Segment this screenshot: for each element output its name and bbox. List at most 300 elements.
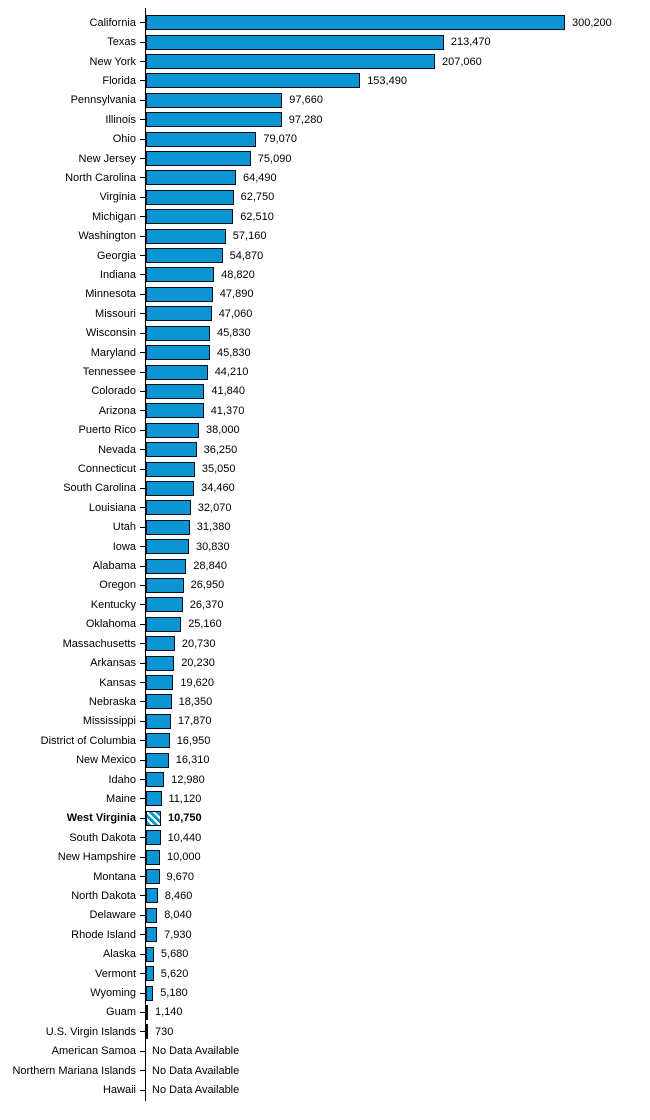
chart-row (0, 828, 650, 847)
axis-tick-dash (140, 42, 145, 43)
bar (146, 694, 172, 709)
axis-tick-dash (140, 488, 145, 489)
value-label: 35,050 (201, 463, 236, 476)
axis-tick (136, 779, 145, 780)
axis-tick-dash (140, 449, 145, 450)
axis-tick (136, 507, 145, 508)
category-label: Indiana (99, 268, 136, 281)
axis-tick-dash (140, 973, 145, 974)
axis-tick (136, 701, 145, 702)
chart-row (0, 459, 650, 478)
value-label: 153,490 (367, 74, 407, 87)
axis-tick (136, 469, 145, 470)
axis-tick-dash (140, 158, 145, 159)
bar (146, 908, 157, 923)
axis-tick-dash (140, 469, 145, 470)
bar (146, 326, 210, 341)
bar (146, 287, 213, 302)
category-label: Alaska (102, 948, 136, 961)
category-label: U.S. Virgin Islands (45, 1025, 136, 1038)
axis-tick (136, 585, 145, 586)
category-label: Mississippi (82, 715, 136, 728)
bar (146, 597, 183, 612)
axis-tick-dash (140, 507, 145, 508)
category-label: Montana (93, 870, 136, 883)
no-data-label: No Data Available (152, 1064, 240, 1077)
bar (146, 520, 190, 535)
axis-tick-dash (140, 1070, 145, 1071)
value-label: 10,440 (167, 831, 202, 844)
value-label: 730 (155, 1025, 174, 1038)
value-label: 45,830 (217, 346, 251, 359)
bar (146, 93, 282, 108)
axis-tick (136, 818, 145, 819)
chart-row (0, 692, 650, 711)
bar (146, 267, 214, 282)
chart-row (0, 945, 650, 964)
chart-row (0, 265, 650, 284)
axis-tick-dash (140, 255, 145, 256)
category-label: Ohio (112, 133, 136, 146)
value-label: 64,490 (243, 171, 277, 184)
axis-tick (136, 255, 145, 256)
bar (146, 675, 173, 690)
bar (146, 54, 435, 69)
value-label: 11,120 (168, 792, 202, 805)
chart-row (0, 1022, 650, 1041)
axis-tick-dash (140, 663, 145, 664)
category-label: North Dakota (71, 889, 136, 902)
category-label: Nevada (98, 443, 136, 456)
chart-row (0, 809, 650, 828)
axis-tick (136, 1031, 145, 1032)
axis-tick (136, 973, 145, 974)
category-label: Tennessee (82, 366, 136, 379)
axis-tick (136, 721, 145, 722)
chart-row (0, 343, 650, 362)
value-label: 8,460 (164, 889, 193, 902)
category-label: Colorado (91, 385, 136, 398)
chart-row (0, 1061, 650, 1080)
value-label: 75,090 (257, 152, 292, 165)
category-label: New York (89, 55, 136, 68)
bar (146, 830, 161, 845)
axis-tick (136, 1012, 145, 1013)
chart-row (0, 925, 650, 944)
category-label: New Hampshire (57, 851, 136, 864)
bar (146, 345, 210, 360)
axis-tick-dash (140, 1090, 145, 1091)
axis-tick-dash (140, 119, 145, 120)
axis-tick-dash (140, 100, 145, 101)
bar (146, 306, 212, 321)
axis-tick (136, 22, 145, 23)
category-label: Vermont (95, 967, 136, 980)
axis-tick (136, 333, 145, 334)
category-label: Texas (107, 36, 136, 49)
chart-row (0, 1042, 650, 1061)
axis-tick (136, 876, 145, 877)
axis-tick-dash (140, 779, 145, 780)
axis-tick (136, 1090, 145, 1091)
chart-row (0, 789, 650, 808)
axis-tick (136, 643, 145, 644)
axis-tick (136, 430, 145, 431)
bar (146, 869, 160, 884)
axis-tick (136, 604, 145, 605)
bar-highlighted (146, 811, 161, 826)
value-label: 62,510 (240, 210, 274, 223)
chart-row (0, 129, 650, 148)
axis-tick-dash (140, 61, 145, 62)
axis-tick-dash (140, 546, 145, 547)
bar (146, 888, 158, 903)
value-label: 97,280 (288, 113, 323, 126)
chart-row (0, 498, 650, 517)
axis-tick (136, 80, 145, 81)
axis-tick-dash (140, 993, 145, 994)
chart-row (0, 149, 650, 168)
chart-row (0, 576, 650, 595)
bar (146, 1005, 148, 1020)
value-label: 19,620 (180, 676, 215, 689)
axis-tick-dash (140, 643, 145, 644)
category-label: New Jersey (78, 152, 136, 165)
axis-tick-dash (140, 216, 145, 217)
category-label: Arizona (98, 404, 136, 417)
chart-row (0, 615, 650, 634)
axis-tick (136, 410, 145, 411)
axis-tick (136, 236, 145, 237)
axis-tick-dash (140, 430, 145, 431)
axis-tick-dash (140, 857, 145, 858)
chart-row (0, 1080, 650, 1099)
chart-row (0, 983, 650, 1002)
chart-row (0, 537, 650, 556)
value-label: 45,830 (217, 327, 251, 340)
axis-tick-dash (140, 954, 145, 955)
bar (146, 190, 234, 205)
category-label: West Virginia (66, 812, 136, 825)
bar (146, 1024, 148, 1039)
bar (146, 15, 565, 30)
bar (146, 714, 171, 729)
category-label: California (89, 16, 136, 29)
axis-tick (136, 294, 145, 295)
axis-tick (136, 313, 145, 314)
bar (146, 850, 160, 865)
axis-tick-dash (140, 566, 145, 567)
axis-tick (136, 915, 145, 916)
category-label: Rhode Island (71, 928, 136, 941)
bar (146, 772, 164, 787)
bar (146, 947, 154, 962)
bar (146, 384, 204, 399)
value-label: 54,870 (229, 249, 264, 262)
value-label: 57,160 (232, 230, 267, 243)
no-data-label: No Data Available (152, 1084, 240, 1097)
value-label: 62,750 (240, 191, 275, 204)
bar (146, 73, 360, 88)
value-label: 25,160 (188, 618, 222, 631)
category-label: South Carolina (63, 482, 136, 495)
axis-tick (136, 954, 145, 955)
axis-tick-dash (140, 236, 145, 237)
value-label: 16,310 (175, 754, 210, 767)
value-label: 10,750 (168, 812, 202, 825)
value-label: 1,140 (155, 1006, 183, 1019)
chart-row (0, 731, 650, 750)
value-label: 8,040 (164, 909, 192, 922)
category-label: Michigan (91, 210, 136, 223)
axis-tick (136, 527, 145, 528)
axis-tick-dash (140, 1051, 145, 1052)
chart-row (0, 324, 650, 343)
axis-tick (136, 837, 145, 838)
axis-tick-dash (140, 721, 145, 722)
category-label: Connecticut (77, 463, 136, 476)
category-label: Oklahoma (85, 618, 136, 631)
category-label: South Dakota (69, 831, 136, 844)
chart-row (0, 304, 650, 323)
bar (146, 927, 157, 942)
bar (146, 753, 169, 768)
axis-tick-dash (140, 837, 145, 838)
chart-row (0, 188, 650, 207)
axis-tick (136, 624, 145, 625)
bar (146, 229, 226, 244)
chart-row (0, 52, 650, 71)
bar (146, 170, 236, 185)
category-label: Georgia (96, 249, 136, 262)
axis-tick (136, 857, 145, 858)
category-label: Hawaii (102, 1084, 136, 1097)
value-label: 41,370 (210, 404, 245, 417)
value-label: 5,620 (160, 967, 189, 980)
chart-row (0, 91, 650, 110)
axis-tick (136, 760, 145, 761)
bar (146, 423, 199, 438)
category-label: Guam (106, 1006, 136, 1019)
category-label: Maryland (90, 346, 136, 359)
value-label: 12,980 (171, 773, 205, 786)
bar (146, 578, 184, 593)
axis-tick-dash (140, 1031, 145, 1032)
no-data-label: No Data Available (152, 1045, 240, 1058)
axis-tick (136, 177, 145, 178)
category-label: Virginia (99, 191, 136, 204)
axis-tick-dash (140, 798, 145, 799)
axis-tick-dash (140, 915, 145, 916)
axis-tick-dash (140, 139, 145, 140)
chart-row (0, 673, 650, 692)
axis-tick-dash (140, 527, 145, 528)
axis-tick-dash (140, 352, 145, 353)
category-label: New Mexico (76, 754, 136, 767)
axis-tick (136, 546, 145, 547)
value-label: 28,840 (193, 560, 227, 573)
chart-row (0, 110, 650, 129)
bar (146, 617, 181, 632)
axis-tick (136, 993, 145, 994)
chart-row (0, 653, 650, 672)
axis-tick-dash (140, 701, 145, 702)
category-label: Wyoming (90, 987, 136, 1000)
category-label: Illinois (105, 113, 136, 126)
category-label: Missouri (95, 307, 136, 320)
value-label: 79,070 (263, 133, 298, 146)
axis-tick (136, 566, 145, 567)
value-label: 207,060 (442, 55, 482, 68)
axis-tick-dash (140, 585, 145, 586)
axis-tick (136, 449, 145, 450)
category-label: Nebraska (88, 695, 136, 708)
value-label: 213,470 (450, 36, 491, 49)
axis-tick (136, 139, 145, 140)
bar (146, 35, 444, 50)
axis-tick-dash (140, 818, 145, 819)
axis-tick (136, 61, 145, 62)
chart-row (0, 847, 650, 866)
category-label: Louisiana (88, 501, 136, 514)
chart-row (0, 518, 650, 537)
value-label: 5,680 (160, 948, 189, 961)
category-label: Puerto Rico (78, 424, 136, 437)
chart-row (0, 168, 650, 187)
category-label: Massachusetts (62, 637, 136, 650)
category-label: American Samoa (51, 1045, 136, 1058)
bar (146, 733, 170, 748)
axis-tick (136, 798, 145, 799)
category-label: Maine (106, 792, 136, 805)
bar (146, 403, 204, 418)
bar (146, 365, 208, 380)
value-label: 7,930 (164, 928, 192, 941)
value-label: 44,210 (214, 366, 249, 379)
value-label: 300,200 (572, 16, 612, 29)
category-label: Alabama (92, 560, 136, 573)
chart-row (0, 71, 650, 90)
axis-tick-dash (140, 333, 145, 334)
bar (146, 462, 195, 477)
category-label: North Carolina (65, 171, 136, 184)
axis-tick (136, 740, 145, 741)
category-label: Utah (112, 521, 136, 534)
axis-tick-dash (140, 604, 145, 605)
value-label: 20,730 (181, 637, 216, 650)
axis-tick-dash (140, 391, 145, 392)
axis-tick-dash (140, 372, 145, 373)
chart-row (0, 440, 650, 459)
value-label: 47,060 (218, 307, 253, 320)
axis-tick (136, 682, 145, 683)
value-label: 9,670 (166, 870, 195, 883)
chart-row (0, 964, 650, 983)
axis-tick (136, 119, 145, 120)
axis-tick (136, 274, 145, 275)
value-label: 5,180 (160, 987, 188, 1000)
chart-row (0, 401, 650, 420)
chart-row (0, 906, 650, 925)
axis-tick-dash (140, 177, 145, 178)
value-label: 26,370 (189, 598, 224, 611)
bar (146, 559, 186, 574)
value-label: 97,660 (289, 94, 323, 107)
chart-row (0, 886, 650, 905)
value-label: 38,000 (206, 424, 240, 437)
chart-row (0, 13, 650, 32)
axis-tick-dash (140, 22, 145, 23)
chart-row (0, 207, 650, 226)
bar (146, 151, 251, 166)
axis-tick-dash (140, 934, 145, 935)
chart-row (0, 226, 650, 245)
value-label: 30,830 (196, 540, 230, 553)
chart-row (0, 32, 650, 51)
category-label: Wisconsin (85, 327, 136, 340)
axis-tick (136, 100, 145, 101)
category-label: Kentucky (90, 598, 136, 611)
chart-row (0, 770, 650, 789)
bar (146, 986, 153, 1001)
category-label: Washington (78, 230, 136, 243)
bar (146, 112, 282, 127)
chart-row (0, 634, 650, 653)
bar (146, 500, 191, 515)
value-label: 41,840 (211, 385, 246, 398)
value-label: 34,460 (201, 482, 235, 495)
value-label: 10,000 (167, 851, 201, 864)
value-label: 48,820 (221, 268, 255, 281)
bar (146, 539, 189, 554)
axis-tick-dash (140, 624, 145, 625)
axis-tick-dash (140, 760, 145, 761)
axis-tick-dash (140, 197, 145, 198)
category-label: Kansas (99, 676, 136, 689)
value-label: 20,230 (181, 657, 215, 670)
category-label: Florida (102, 74, 136, 87)
category-label: Arkansas (90, 657, 136, 670)
bar (146, 209, 233, 224)
axis-tick (136, 42, 145, 43)
bar (146, 481, 194, 496)
axis-tick-dash (140, 1012, 145, 1013)
chart-row (0, 750, 650, 769)
axis-tick-dash (140, 410, 145, 411)
axis-tick (136, 663, 145, 664)
axis-tick (136, 1070, 145, 1071)
axis-tick (136, 372, 145, 373)
axis-tick (136, 197, 145, 198)
axis-tick (136, 895, 145, 896)
chart-rows (0, 13, 650, 1100)
value-label: 16,950 (176, 734, 211, 747)
category-label: Iowa (112, 540, 136, 553)
bar (146, 132, 256, 147)
bar (146, 656, 174, 671)
axis-tick (136, 488, 145, 489)
category-label: Northern Mariana Islands (12, 1064, 136, 1077)
bar (146, 248, 223, 263)
axis-tick (136, 391, 145, 392)
value-label: 47,890 (219, 288, 254, 301)
chart-row (0, 246, 650, 265)
chart-row (0, 382, 650, 401)
value-label: 18,350 (178, 695, 213, 708)
chart-row (0, 1003, 650, 1022)
axis-tick (136, 1051, 145, 1052)
value-label: 31,380 (196, 521, 231, 534)
